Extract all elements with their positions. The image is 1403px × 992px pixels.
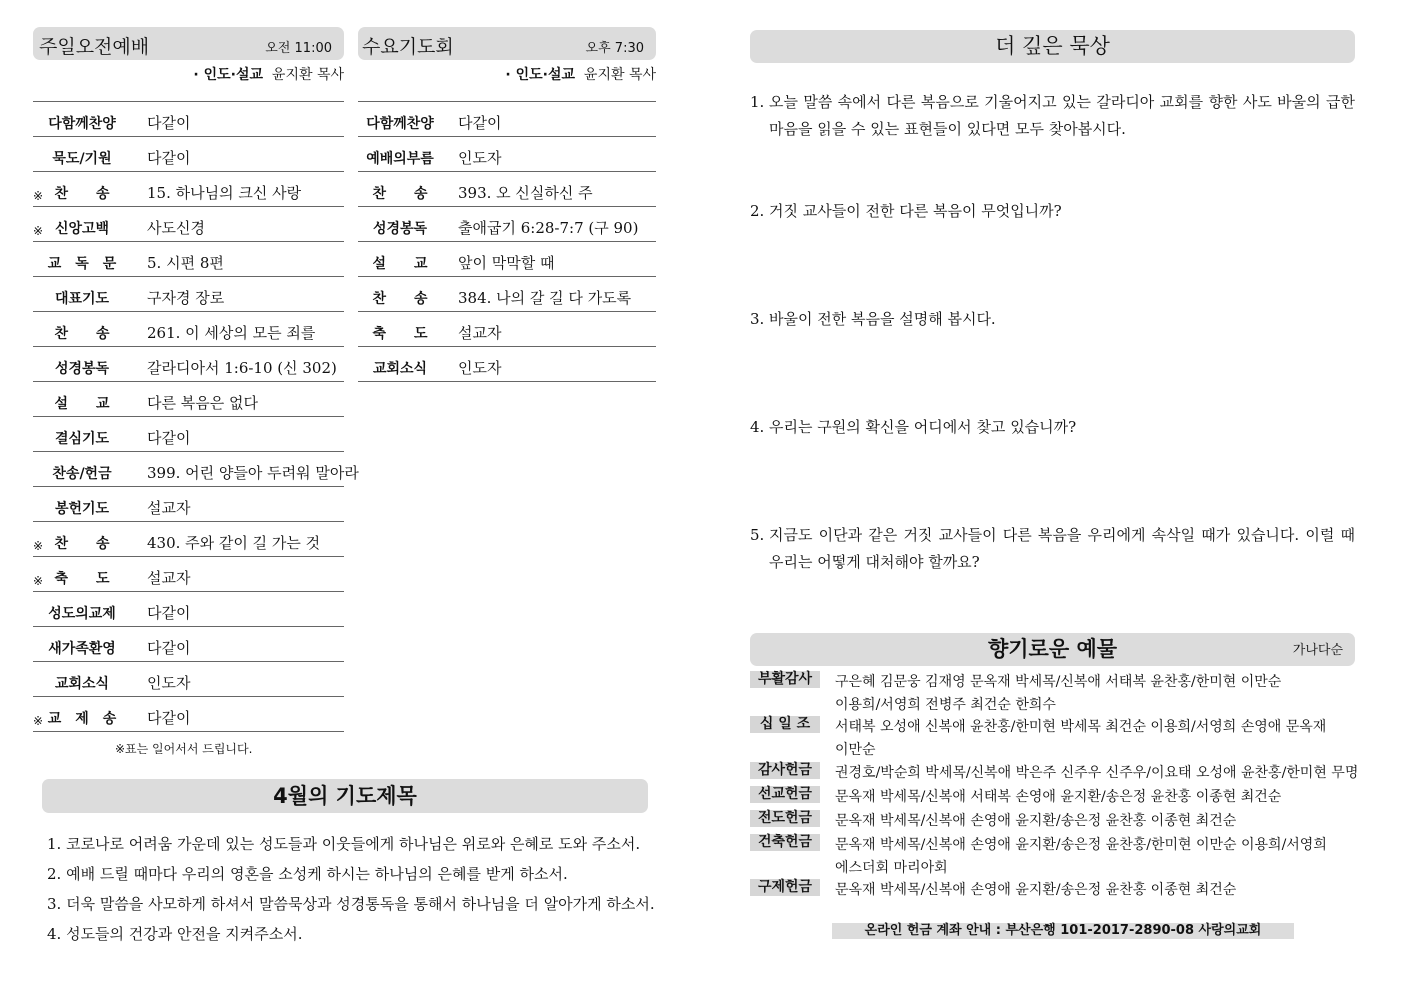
wednesday-order-row [358, 137, 656, 172]
offering-donor-names [835, 762, 1358, 785]
order-value: 다같이 [147, 604, 191, 622]
offering-donor-names [835, 671, 1281, 717]
sunday-order-row [33, 662, 344, 697]
donor-line: 구은혜 김문웅 김재영 문옥재 박세목/신복애 서태복 윤찬홍/한미현 이만순 [835, 674, 1282, 690]
sunday-title: 주일오전예배 [39, 36, 150, 58]
prayer-item: 2. 예배 드릴 때마다 우리의 영혼을 소성케 하시는 하나님의 은혜를 받게 하소서. [47, 865, 568, 883]
donor-line: 권경호/박순희 박세목/신복애 박은주 신주우 신주우/이요태 오성애 윤찬홍/한미현 무명 [835, 765, 1359, 781]
order-label: 대표기도 [54, 291, 110, 307]
order-label: 찬 송 [372, 186, 428, 202]
order-value: 설교자 [147, 569, 191, 587]
order-label: 찬 송 [54, 326, 110, 342]
order-value: 앞이 막막할 때 [458, 254, 555, 272]
sunday-leader-name: 윤지환 목사 [271, 67, 344, 83]
order-value: 출애굽기 6:28-7:7 (구 90) [458, 219, 639, 237]
standing-mark: ※ [33, 714, 44, 728]
order-value: 261. 이 세상의 모든 죄를 [147, 324, 316, 342]
prayer-item: 3. 더욱 말씀을 사모하게 하셔서 말씀묵상과 성경통독을 통해서 하나님을 더 알아가게 하소서. [47, 895, 655, 913]
order-label: 성경봉독 [372, 221, 428, 237]
wednesday-order-row [358, 312, 656, 347]
order-label: 성도의교제 [48, 606, 116, 622]
sunday-order-row [33, 627, 344, 662]
order-value: 인도자 [458, 359, 502, 377]
order-label: 교회소식 [372, 361, 428, 377]
offering-donor-names [835, 786, 1281, 809]
donor-line: 이만순 [835, 742, 876, 758]
order-label: 결심기도 [54, 431, 110, 447]
sunday-order-row [33, 382, 344, 417]
order-value: 다같이 [147, 429, 191, 447]
prayer-item: 4. 성도들의 건강과 안전을 지켜주소서. [47, 925, 303, 943]
order-label: 축 도 [372, 326, 428, 342]
meditation-question [750, 306, 1355, 333]
question-number: 1. [750, 93, 765, 111]
donor-line: 이용희/서영희 전병주 최건순 한희수 [835, 697, 1056, 713]
wednesday-order-row [358, 207, 656, 242]
order-label: 성경봉독 [54, 361, 110, 377]
meditation-title: 더 깊은 묵상 [750, 30, 1355, 63]
wednesday-order-row [358, 242, 656, 277]
offering-donor-names [835, 879, 1236, 902]
order-label: 축 도 [54, 571, 110, 587]
sunday-leader [33, 64, 344, 84]
sunday-order-row [33, 137, 344, 172]
wednesday-order-row [358, 277, 656, 312]
order-value: 다같이 [147, 114, 191, 132]
question-text: 오늘 말씀 속에서 다른 복음으로 기울어지고 있는 갈라디아 교회를 향한 사도 바울의 급한 마음을 읽을 수 있는 표현들이 있다면 모두 찾아봅시다. [769, 93, 1355, 138]
sunday-time: 오전 11:00 [265, 41, 332, 56]
order-label: 설 교 [54, 396, 110, 412]
order-label: 예배의부름 [366, 151, 434, 167]
order-value: 설교자 [147, 499, 191, 517]
offering-donor-names [835, 834, 1327, 880]
sunday-order-row [33, 522, 344, 557]
donor-line: 에스더회 마리아회 [835, 860, 948, 876]
order-value: 다같이 [458, 114, 502, 132]
sunday-order-row [33, 312, 344, 347]
sunday-header [33, 27, 344, 60]
order-label: 교 제 송 [47, 711, 117, 727]
order-value: 구자경 장로 [147, 289, 225, 307]
order-value: 다같이 [147, 639, 191, 657]
order-label: 새가족환영 [48, 641, 116, 657]
offering-type-label: 감사헌금 [750, 762, 820, 779]
meditation-question [750, 522, 1355, 576]
wednesday-header [358, 27, 656, 60]
order-value: 인도자 [458, 149, 502, 167]
sunday-order-row [33, 347, 344, 382]
offering-type-label: 십 일 조 [750, 716, 820, 733]
order-value: 다른 복음은 없다 [147, 394, 258, 412]
offering-type-label: 부활감사 [750, 671, 820, 688]
order-label: 묵도/기원 [52, 151, 112, 167]
sunday-standing-note: ※표는 일어서서 드립니다. [115, 742, 253, 756]
order-label: 신앙고백 [54, 221, 110, 237]
donor-line: 서태복 오성애 신복애 윤찬홍/한미현 박세목 최건순 이용희/서영희 손영애 문옥재 [835, 719, 1327, 735]
order-value: 설교자 [458, 324, 502, 342]
standing-mark: ※ [33, 539, 44, 553]
question-text: 바울이 전한 복음을 설명해 봅시다. [769, 310, 996, 328]
offering-donor-names [835, 716, 1326, 762]
order-value: 5. 시편 8편 [147, 254, 224, 272]
donor-line: 문옥재 박세목/신복애 서태복 손영애 윤지환/송은정 윤찬홍 이종현 최건순 [835, 789, 1282, 805]
wednesday-leader-name: 윤지환 목사 [583, 67, 656, 83]
meditation-question [750, 89, 1355, 143]
standing-mark: ※ [33, 574, 44, 588]
offering-type-label: 선교헌금 [750, 786, 820, 803]
offering-title: 향기로운 예물 [987, 637, 1118, 661]
wednesday-order-row [358, 172, 656, 207]
donor-line: 문옥재 박세목/신복애 손영애 윤지환/송은정 윤찬홍 이종현 최건순 [835, 813, 1237, 829]
order-value: 393. 오 신실하신 주 [458, 184, 593, 202]
wednesday-order-row [358, 347, 656, 382]
order-value: 384. 나의 갈 길 다 가도록 [458, 289, 632, 307]
wednesday-title: 수요기도회 [362, 36, 454, 58]
offering-type-label: 건축헌금 [750, 834, 820, 851]
sunday-order-row [33, 277, 344, 312]
donor-line: 문옥재 박세목/신복애 손영애 윤지환/송은정 윤찬홍 이종현 최건순 [835, 882, 1237, 898]
standing-mark: ※ [33, 224, 44, 238]
sunday-order-row [33, 102, 344, 137]
sunday-order-row [33, 207, 344, 242]
offering-order-note: 가나다순 [1292, 643, 1343, 658]
question-number: 4. [750, 418, 765, 436]
order-value: 인도자 [147, 674, 191, 692]
wednesday-leader-prefix: · 인도·설교 [505, 67, 576, 83]
order-label: 교 독 문 [47, 256, 117, 272]
order-value: 사도신경 [147, 219, 205, 237]
question-number: 3. [750, 310, 765, 328]
question-text: 우리는 구원의 확신을 어디에서 찾고 있습니까? [769, 418, 1077, 436]
wednesday-leader [358, 64, 656, 84]
question-number: 5. [750, 526, 765, 544]
meditation-question [750, 198, 1355, 225]
order-label: 찬송/헌금 [52, 466, 112, 482]
wednesday-time: 오후 7:30 [585, 41, 644, 56]
sunday-leader-prefix: · 인도·설교 [193, 67, 264, 83]
prayer-title: 4월의 기도제목 [42, 779, 648, 813]
order-value: 15. 하나님의 크신 사랑 [147, 184, 302, 202]
bank-account-info: 온라인 헌금 계좌 안내 : 부산은행 101-2017-2890-08 사랑의교회 [832, 923, 1294, 939]
offering-type-label: 전도헌금 [750, 810, 820, 827]
order-value: 갈라디아서 1:6-10 (신 302) [147, 359, 337, 377]
question-number: 2. [750, 202, 765, 220]
offering-type-label: 구제헌금 [750, 879, 820, 896]
question-text: 지금도 이단과 같은 거짓 교사들이 다른 복음을 우리에게 속삭일 때가 있습니다. 이럴 때 우리는 어떻게 대처해야 할까요? [769, 526, 1355, 571]
order-label: 설 교 [372, 256, 428, 272]
order-value: 430. 주와 같이 길 가는 것 [147, 534, 321, 552]
standing-mark: ※ [33, 189, 44, 203]
sunday-order-row [33, 557, 344, 592]
order-label: 봉헌기도 [54, 501, 110, 517]
sunday-order-row [33, 417, 344, 452]
meditation-question [750, 414, 1355, 441]
order-label: 교회소식 [54, 676, 110, 692]
offering-donor-names [835, 810, 1236, 833]
sunday-order-row [33, 487, 344, 522]
order-label: 다함께찬양 [48, 116, 116, 132]
question-text: 거짓 교사들이 전한 다른 복음이 무엇입니까? [769, 202, 1062, 220]
order-value: 다같이 [147, 709, 191, 727]
order-label: 찬 송 [54, 536, 110, 552]
sunday-order-row [33, 697, 344, 732]
order-value: 399. 어린 양들아 두려워 말아라 [147, 464, 359, 482]
order-label: 찬 송 [54, 186, 110, 202]
order-label: 다함께찬양 [366, 116, 434, 132]
sunday-order-row [33, 592, 344, 627]
offering-title-bar [750, 633, 1355, 666]
wednesday-order-row [358, 102, 656, 137]
order-value: 다같이 [147, 149, 191, 167]
sunday-order-row [33, 242, 344, 277]
sunday-order-row [33, 452, 359, 487]
donor-line: 문옥재 박세목/신복애 손영애 윤지환/송은정 윤찬홍/한미현 이만순 이용희/서영희 [835, 837, 1327, 853]
prayer-item: 1. 코로나로 어려움 가운데 있는 성도들과 이웃들에게 하나님은 위로와 은혜로 도와 주소서. [47, 835, 641, 853]
sunday-order-row [33, 172, 344, 207]
order-label: 찬 송 [372, 291, 428, 307]
